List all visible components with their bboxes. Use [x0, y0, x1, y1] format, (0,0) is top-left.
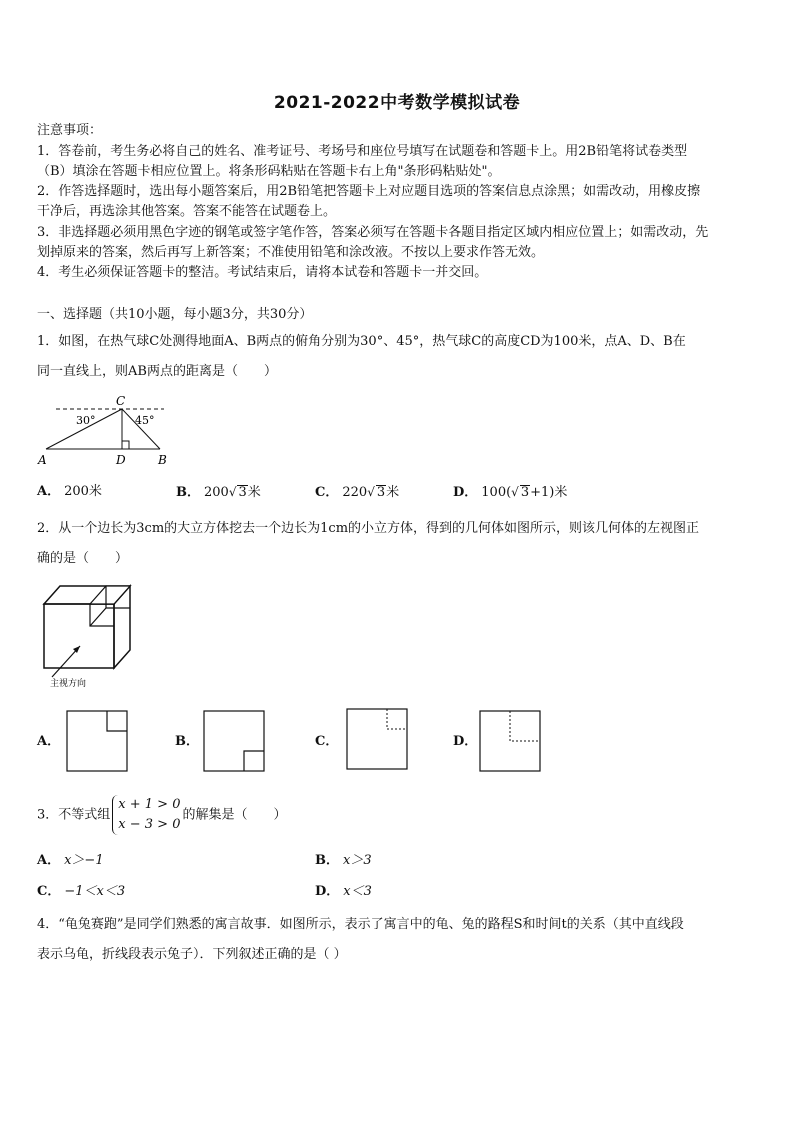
point-d-label: D	[116, 453, 126, 467]
option-label: B．	[315, 853, 339, 868]
question-3-text	[37, 795, 287, 836]
option-label: D．	[453, 485, 478, 500]
q2-option-a[interactable]	[37, 733, 64, 751]
sqrt-sign: √	[367, 485, 375, 499]
option-label: B．	[175, 734, 199, 749]
notice-line: 划掉原来的答案，然后再写上新答案；不准使用铅笔和涂改液。不按以上要求作答无效。	[37, 245, 545, 260]
q2-option-d-figure	[479, 710, 543, 774]
q1-option-b[interactable]	[176, 483, 261, 502]
view-direction-caption: 主视方向	[50, 679, 87, 689]
option-label: C．	[315, 485, 339, 500]
question-1-text: 1．如图，在热气球C处测得地面A、B两点的俯角分别为30°、45°，热气球C的高度CD为100米，点A、D、B在	[37, 334, 686, 349]
q1-option-a[interactable]	[37, 483, 102, 501]
question-2-text: 2．从一个边长为3cm的大立方体挖去一个边长为1cm的小立方体，得到的几何体如图所示，则该几何体的左视图正	[37, 521, 700, 536]
question-1-text: 同一直线上，则AB两点的距离是（ ）	[37, 364, 277, 379]
notice-line: （B）填涂在答题卡相应位置上。将条形码粘贴在答题卡右上角"条形码粘贴处"。	[37, 164, 501, 179]
question-2-text: 确的是（ ）	[37, 551, 129, 566]
notice-line: 干净后，再选涂其他答案。答案不能答在试题卷上。	[37, 204, 337, 219]
radicand: 3	[376, 485, 386, 500]
option-label: D．	[315, 884, 340, 899]
option-text: +1)米	[530, 485, 568, 500]
notice-line: 2．作答选择题时，选出每小题答案后，用2B铅笔把答题卡上对应题目选项的答案信息点涂黑；如需改动，用橡皮擦	[37, 184, 701, 199]
q2-option-a-figure	[66, 710, 130, 774]
q1-option-c[interactable]	[315, 483, 399, 502]
question-3-prefix: 3．不等式组	[37, 807, 111, 823]
q3-option-a[interactable]	[37, 852, 104, 870]
option-text: 200米	[64, 484, 102, 499]
notice-line: 4．考生必须保证答题卡的整洁。考试结束后，请将本试卷和答题卡一并交回。	[37, 265, 488, 280]
question-2-solid-figure	[40, 582, 140, 690]
option-text: 220	[342, 485, 368, 500]
question-3-suffix: 的解集是（ ）	[182, 807, 287, 823]
inequality-1: x + 1 > 0	[118, 797, 181, 812]
sqrt-sign: √	[228, 485, 237, 499]
option-label: D．	[453, 734, 478, 749]
q1-option-d[interactable]	[453, 483, 567, 502]
q3-option-b[interactable]	[315, 852, 372, 870]
option-label: A．	[37, 853, 61, 868]
option-label: C．	[315, 734, 339, 749]
option-text: 100(	[481, 485, 512, 500]
q2-option-c[interactable]	[315, 733, 342, 751]
option-text: −1＜x＜3	[64, 884, 126, 899]
sqrt-sign: √	[511, 485, 519, 499]
section-heading: 一、选择题（共10小题，每小题3分，共30分）	[37, 307, 313, 322]
q2-option-c-figure	[346, 708, 410, 772]
page-title: 2021-2022中考数学模拟试卷	[273, 93, 521, 113]
option-label: C．	[37, 884, 61, 899]
option-label: B．	[176, 485, 200, 500]
inequality-system	[112, 795, 180, 835]
question-4-text: 4．“龟兔赛跑”是同学们熟悉的寓言故事．如图所示，表示了寓言中的龟、兔的路程S和时间t的关系（其中直线段	[37, 917, 684, 932]
point-c-label: C	[116, 394, 126, 408]
q2-option-b-figure	[203, 710, 267, 774]
angle-30-label: 30°	[76, 414, 96, 427]
option-label: A．	[37, 484, 61, 499]
q3-option-d[interactable]	[315, 883, 372, 901]
option-text: x＞−1	[64, 853, 104, 868]
notice-heading: 注意事项：	[37, 123, 103, 138]
notice-line: 3．非选择题必须用黑色字迹的钢笔或签字笔作答，答案必须写在答题卡各题目指定区域内相应位置上；如需改动，先	[37, 225, 709, 240]
radicand: 3	[238, 485, 247, 500]
q2-option-b[interactable]	[175, 733, 203, 751]
q3-option-c[interactable]	[37, 883, 125, 901]
point-b-label: B	[158, 453, 167, 467]
inequality-2: x − 3 > 0	[118, 817, 181, 832]
option-text: 米	[247, 485, 261, 500]
radicand: 3	[520, 485, 530, 500]
q2-option-d[interactable]	[453, 733, 481, 751]
question-1-figure	[36, 392, 176, 468]
point-a-label: A	[38, 453, 47, 467]
angle-45-label: 45°	[135, 414, 155, 427]
option-text: 200	[204, 485, 229, 500]
option-text: 米	[386, 485, 400, 500]
question-4-text: 表示乌龟，折线段表示兔子）．下列叙述正确的是（ ）	[37, 947, 347, 962]
option-text: x＜3	[343, 884, 372, 899]
notice-line: 1．答卷前，考生务必将自己的姓名、准考证号、考场号和座位号填写在试题卷和答题卡上。用2B铅笔将试卷类型	[37, 144, 688, 159]
option-text: x＞3	[343, 853, 372, 868]
option-label: A．	[37, 734, 61, 749]
